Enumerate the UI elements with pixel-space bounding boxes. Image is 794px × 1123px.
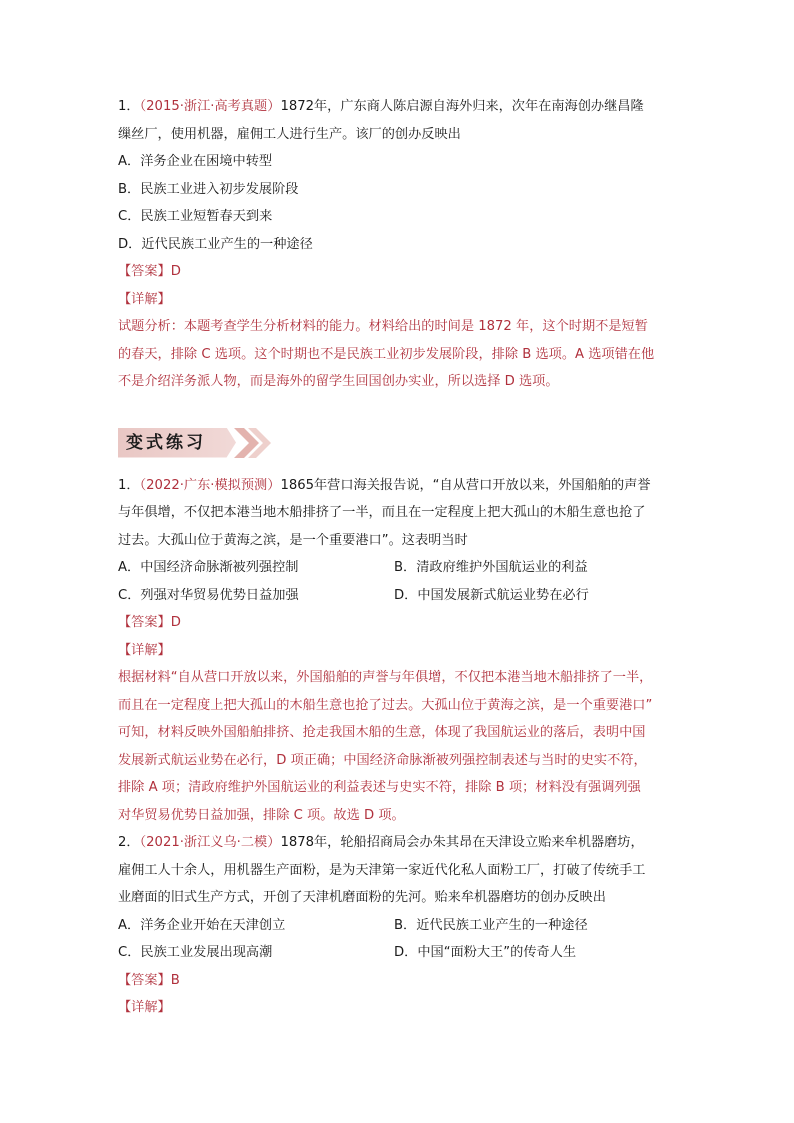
v1-stem-text1: 1865年营口海关报告说，“自从营口开放以来，外国船舶的声誉 bbox=[280, 477, 651, 493]
v2-stem-line2: 雇佣工人十余人，用机器生产面粉，是为天津第一家近代化私人面粉工厂，打破了传统手工 bbox=[118, 862, 646, 878]
v1-answer bbox=[118, 609, 678, 637]
q1-option-d: D．近代民族工业产生的一种途径 bbox=[118, 236, 313, 252]
v1-option-b: B．清政府维护外国航运业的利益 bbox=[394, 560, 588, 575]
v1-option-c: C．列强对华贸易优势日益加强 bbox=[118, 587, 299, 603]
v1-answer-label: 【答案】 bbox=[118, 615, 171, 630]
v2-detail-label: 【详解】 bbox=[118, 1000, 171, 1015]
v1-option-a: A．中国经济命脉渐被列强控制 bbox=[118, 560, 299, 575]
v1-detail-label: 【详解】 bbox=[118, 642, 171, 658]
v2-option-b: B．近代民族工业产生的一种途径 bbox=[394, 917, 588, 933]
section-title: 变式练习 bbox=[126, 432, 206, 453]
q1-stem-text1: 1872年，广东商人陈启源自海外归来，次年在南海创办继昌隆 bbox=[280, 99, 644, 114]
v2-stem-text1: 1878年，轮船招商局会办朱其昂在天津设立贻来牟机器磨坊， bbox=[280, 835, 644, 850]
v1-number: 1． bbox=[118, 477, 140, 493]
v1-analysis-line3: 可知，材料反映外国船舶排挤、抢走我国木船的生意，体现了我国航运业的落后，表明中国 bbox=[118, 725, 646, 740]
q1-option-a: A．洋务企业在困境中转型 bbox=[118, 154, 273, 169]
q1-stem-line1 bbox=[118, 93, 678, 121]
v1-analysis-line5: 排除 A 项；清政府维护外国航运业的利益表述与史实不符，排除 B 项；材料没有强调列强 bbox=[118, 780, 641, 795]
section-banner bbox=[118, 424, 678, 464]
v1-answer-value: D bbox=[170, 615, 181, 630]
q1-answer-value: D bbox=[170, 264, 181, 279]
q1-analysis-line3: 不是介绍洋务派人物，而是海外的留学生回国创办实业，所以选择 D 选项。 bbox=[118, 374, 559, 389]
q1-analysis-line1: 试题分析：本题考查学生分析材料的能力。材料给出的时间是 1872 年，这个时期不是短暂 bbox=[118, 319, 648, 334]
q1-option-c: C．民族工业短暂春天到来 bbox=[118, 209, 273, 224]
v2-answer-label: 【答案】 bbox=[118, 972, 171, 988]
q1-detail-label: 【详解】 bbox=[118, 291, 171, 307]
v1-stem-line3: 过去。大孤山位于黄海之滨，是一个重要港口”。这表明当时 bbox=[118, 532, 468, 548]
v2-stem-line1 bbox=[118, 829, 678, 857]
v1-stem-line1 bbox=[118, 472, 678, 500]
v2-options-row1 bbox=[118, 912, 678, 940]
v2-option-a: A．洋务企业开始在天津创立 bbox=[118, 917, 286, 933]
v2-stem-line3: 业磨面的旧式生产方式，开创了天津机磨面粉的先河。贻来牟机器磨坊的创办反映出 bbox=[118, 890, 606, 905]
q1-analysis-line2: 的春天，排除 C 选项。这个时期也不是民族工业初步发展阶段，排除 B 选项。A 选项错在他 bbox=[118, 346, 655, 362]
v1-analysis-line6: 对华贸易优势日益加强，排除 C 项。故选 D 项。 bbox=[118, 807, 405, 823]
v2-options-row2 bbox=[118, 939, 678, 967]
v2-option-c: C．民族工业发展出现高潮 bbox=[118, 945, 273, 960]
document-page bbox=[118, 93, 678, 1022]
v1-analysis-line2: 而且在一定程度上把大孤山的木船生意也抢了过去。大孤山位于黄海之滨，是一个重要港口” bbox=[118, 697, 653, 713]
q1-answer bbox=[118, 258, 678, 286]
chevron-right-icon bbox=[234, 428, 274, 458]
v1-source: （2022·广东·模拟预测） bbox=[139, 477, 281, 493]
v2-number: 2． bbox=[118, 835, 140, 850]
v2-option-d: D．中国“面粉大王”的传奇人生 bbox=[394, 945, 577, 960]
v1-stem-line2: 与年俱增，不仅把本港当地木船排挤了一半，而且在一定程度上把大孤山的木船生意也抢了 bbox=[118, 505, 646, 520]
v1-options-row1 bbox=[118, 554, 678, 582]
q1-option-b: B．民族工业进入初步发展阶段 bbox=[118, 181, 299, 197]
v2-source: （2021·浙江义乌·二模） bbox=[139, 835, 281, 850]
q1-number: 1． bbox=[118, 99, 140, 114]
q1-source: （2015·浙江·高考真题） bbox=[139, 99, 281, 114]
v2-answer-value: B bbox=[170, 972, 180, 988]
v1-option-d: D．中国发展新式航运业势在必行 bbox=[394, 587, 589, 603]
v1-analysis-line1: 根据材料“自从营口开放以来，外国船舶的声誉与年俱增，不仅把本港当地木船排挤了一半， bbox=[118, 670, 653, 685]
v1-analysis-line4: 发展新式航运业势在必行，D 项正确；中国经济命脉渐被列强控制表述与当时的史实不符， bbox=[118, 752, 647, 768]
q1-stem-line2: 缫丝厂，使用机器，雇佣工人进行生产。该厂的创办反映出 bbox=[118, 126, 461, 142]
v1-options-row2 bbox=[118, 582, 678, 610]
v2-answer bbox=[118, 967, 678, 995]
q1-answer-label: 【答案】 bbox=[118, 264, 171, 279]
